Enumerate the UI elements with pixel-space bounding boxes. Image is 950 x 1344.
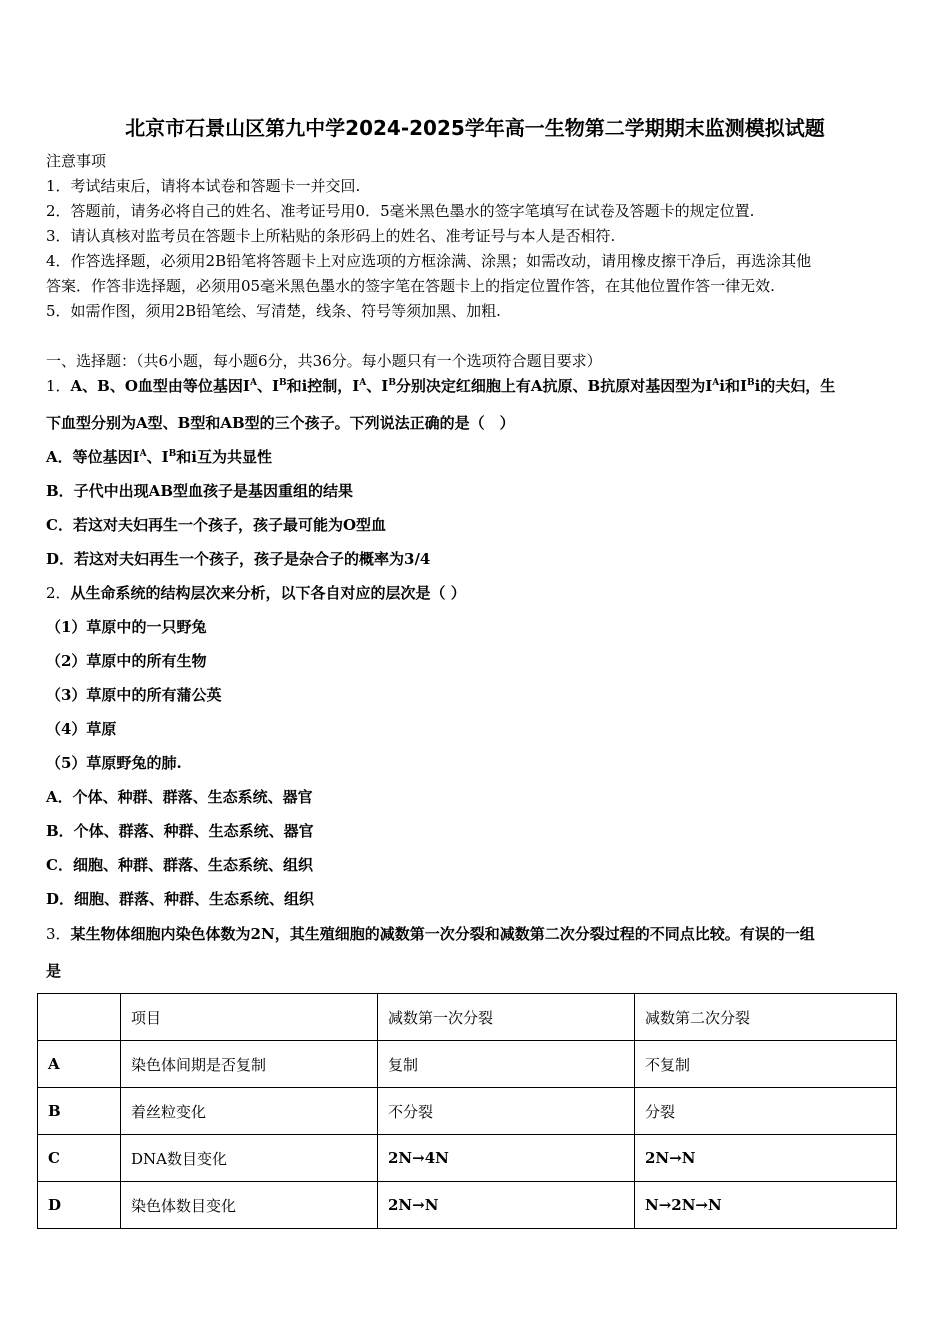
table-header-cell: 减数第二次分裂 [635, 994, 897, 1041]
table-cell: 2N→N [378, 1182, 635, 1229]
q1-text: i和I [719, 377, 747, 395]
notice-item-3: 3．请认真核对监考员在答题卡上所粘贴的条形码上的姓名、准考证号与本人是否相符. [46, 227, 616, 245]
q2-option-c: C．细胞、种群、群落、生态系统、组织 [46, 856, 313, 874]
table-cell: 染色体数目变化 [121, 1182, 378, 1229]
table-cell: 分裂 [635, 1088, 897, 1135]
table-row [38, 1182, 897, 1229]
q3-number: 3． [46, 925, 71, 943]
section-heading: 一、选择题：（共6小题，每小题6分，共36分。每小题只有一个选项符合题目要求） [46, 352, 602, 370]
table-header-cell: 项目 [121, 994, 378, 1041]
q3-stem-cont: 是 [46, 962, 62, 980]
q2-option-a: A．个体、种群、群落、生态系统、器官 [46, 788, 313, 806]
table-cell: C [38, 1135, 121, 1182]
q2-number: 2． [46, 584, 71, 602]
q1-option-a-text: 和i互为共显性 [176, 448, 272, 466]
notice-heading: 注意事项 [46, 152, 107, 170]
table-cell: 2N→N [635, 1135, 897, 1182]
q1-option-a [46, 447, 272, 467]
table-cell: B [38, 1088, 121, 1135]
sup: A [249, 378, 257, 388]
q2-item: （4）草原 [46, 720, 117, 738]
notice-item-4-cont: 答案．作答非选择题，必须用05毫米黑色墨水的签字笔在答题卡上的指定位置作答，在其他位置作答一律无效. [46, 277, 775, 295]
q1-text: 和i控制，I [286, 377, 360, 395]
q2-item: （2）草原中的所有生物 [46, 652, 207, 670]
q1-text: 分别决定红细胞上有A抗原、B抗原对基因型为I [395, 377, 713, 395]
notice-item-2: 2．答题前，请务必将自己的姓名、准考证号用0．5毫米黑色墨水的签字笔填写在试卷及答题卡的规定位置. [46, 202, 755, 220]
sup: B [388, 378, 396, 388]
sup: B [278, 378, 287, 388]
sup: A [139, 449, 147, 459]
table-cell: 不分裂 [378, 1088, 635, 1135]
q2-stem-text: 从生命系统的结构层次来分析，以下各自对应的层次是（ ） [70, 584, 466, 602]
notice-item-4: 4．作答选择题，必须用2B铅笔将答题卡上对应选项的方框涂满、涂黑；如需改动，请用橡皮擦干净后，再选涂其他 [46, 252, 812, 270]
table-cell: 2N→4N [378, 1135, 635, 1182]
table-cell: DNA数目变化 [121, 1135, 378, 1182]
table-header-cell: 减数第一次分裂 [378, 994, 635, 1041]
table-cell: A [38, 1041, 121, 1088]
q1-stem-cont: 下血型分别为A型、B型和AB型的三个孩子。下列说法正确的是（ ） [46, 414, 515, 432]
q2-item: （3）草原中的所有蒲公英 [46, 686, 222, 704]
notice-item-5: 5．如需作图，须用2B铅笔绘、写清楚，线条、符号等须加黑、加粗. [46, 302, 501, 320]
q1-option-a-text: 、I [146, 448, 169, 466]
sup: B [746, 378, 755, 388]
table-row [38, 1135, 897, 1182]
table-cell: 复制 [378, 1041, 635, 1088]
q1-number: 1． [46, 377, 71, 395]
q3-stem-text: 某生物体细胞内染色体数为2N，其生殖细胞的减数第一次分裂和减数第二次分裂过程的不同点比较。有误的一组 [70, 925, 815, 943]
q2-stem [46, 583, 466, 603]
table-cell: D [38, 1182, 121, 1229]
q1-text: 、I [366, 377, 389, 395]
q2-item: （1）草原中的一只野兔 [46, 618, 207, 636]
table-header-row [38, 994, 897, 1041]
table-row [38, 1041, 897, 1088]
q1-option-c: C．若这对夫妇再生一个孩子，孩子最可能为O型血 [46, 516, 387, 534]
notice-item-1: 1．考试结束后，请将本试卷和答题卡一并交回. [46, 177, 361, 195]
page-title: 北京市石景山区第九中学2024-2025学年高一生物第二学期期末监测模拟试题 [125, 116, 825, 140]
table-cell [38, 994, 121, 1041]
q1-option-d: D．若这对夫妇再生一个孩子，孩子是杂合子的概率为3/4 [46, 550, 431, 568]
sup: B [168, 449, 177, 459]
q1-text: i的夫妇，生 [754, 377, 836, 395]
q1-option-b: B．子代中出现AB型血孩子是基因重组的结果 [46, 482, 353, 500]
table-cell: 着丝粒变化 [121, 1088, 378, 1135]
sup: A [359, 378, 367, 388]
q3-table [37, 993, 897, 1229]
q3-stem [46, 924, 815, 944]
q1-text: 、I [256, 377, 279, 395]
table-cell: 染色体间期是否复制 [121, 1041, 378, 1088]
sup: A [712, 378, 720, 388]
q1-option-a-text: A．等位基因I [46, 448, 140, 466]
q1-text: A、B、O血型由等位基因I [70, 377, 250, 395]
q2-option-d: D．细胞、群落、种群、生态系统、组织 [46, 890, 315, 908]
table-row [38, 1088, 897, 1135]
table-cell: 不复制 [635, 1041, 897, 1088]
q1-stem [46, 376, 835, 396]
q2-item: （5）草原野兔的肺. [46, 754, 182, 772]
table-cell: N→2N→N [635, 1182, 897, 1229]
q2-option-b: B．个体、群落、种群、生态系统、器官 [46, 822, 314, 840]
